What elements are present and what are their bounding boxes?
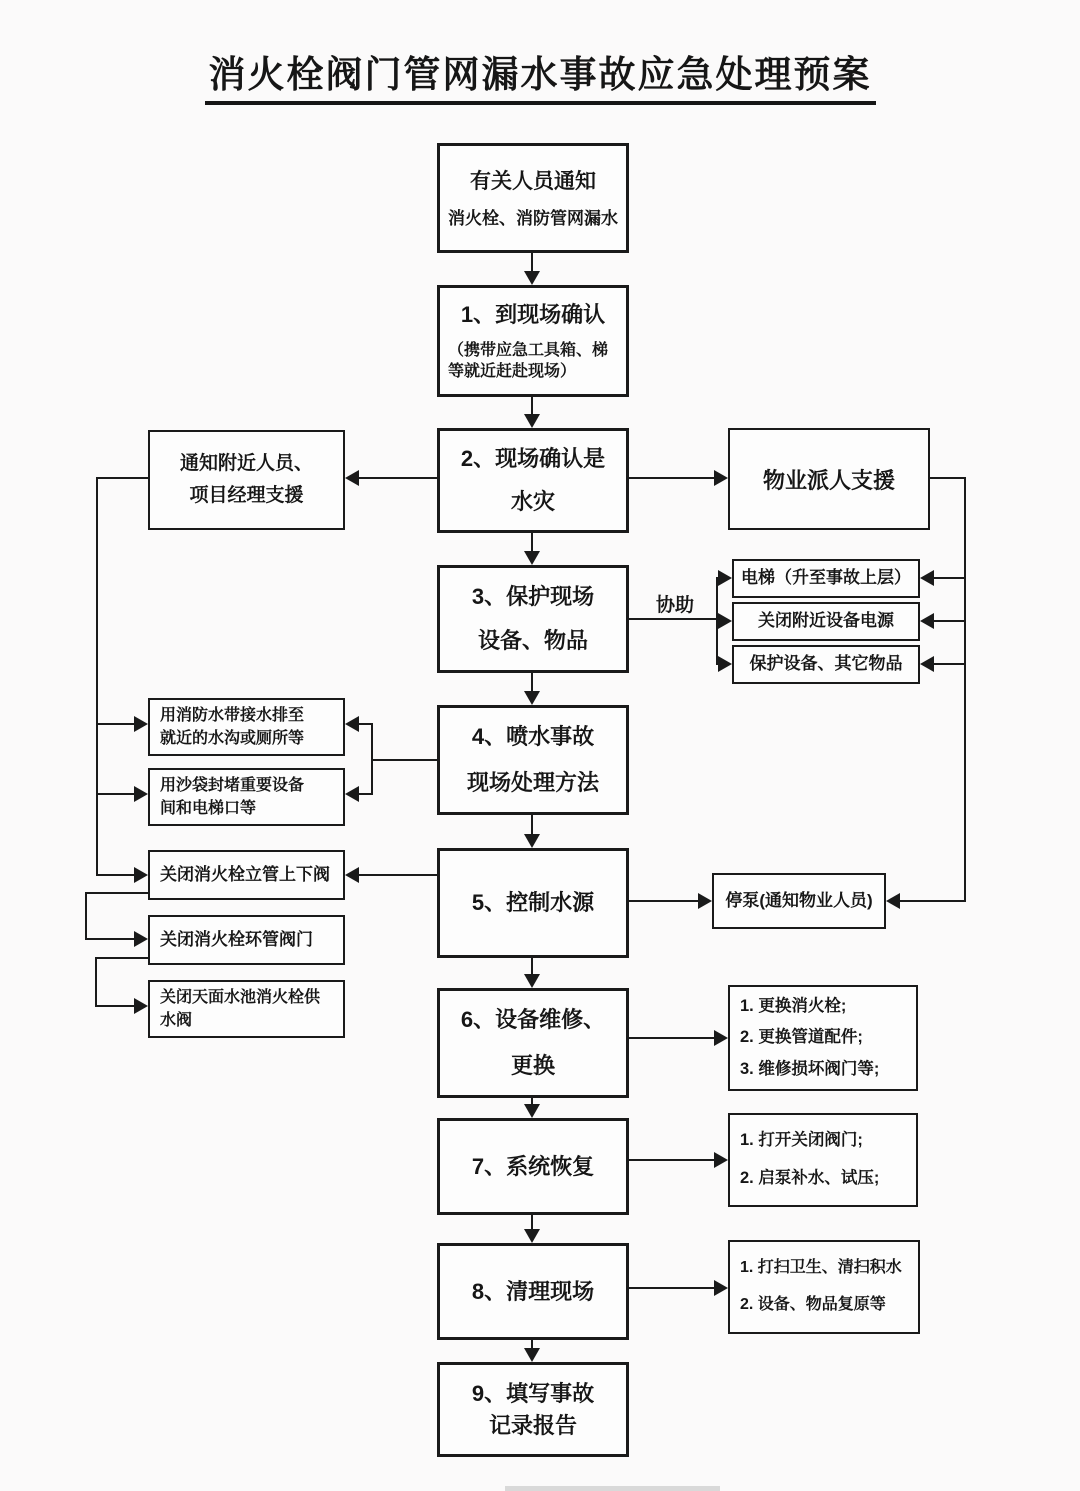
arrow-down-step7 (524, 1104, 540, 1118)
node-start-subtitle: 消火栓、消防管网漏水 (448, 208, 618, 228)
step4-bracket-line (371, 723, 373, 795)
arrow-down-step3 (524, 551, 540, 565)
arrow-right-property (714, 470, 728, 486)
arrow-down-step5 (524, 834, 540, 848)
node-restore-list (728, 1113, 918, 1207)
node-step9-line1: 9、填写事故 (471, 1380, 595, 1406)
arrow-right-stop-pump (698, 893, 712, 909)
arrow-left-power (920, 613, 934, 629)
connector-step4-step5 (531, 815, 533, 836)
connector-step6-repair (629, 1037, 714, 1039)
node-close-nearby-power (732, 602, 920, 641)
bracket-branch-sandbag (359, 793, 372, 795)
cleanup-item-1: 1. 打扫卫生、清扫积水 (740, 1259, 902, 1277)
node-step1-title: 1、到现场确认 (460, 302, 606, 328)
connector-notify-trunk (97, 477, 148, 479)
right-trunk-line (964, 477, 966, 902)
node-property-support (728, 428, 930, 530)
node-step1 (437, 285, 629, 397)
node-step9-line2: 记录报告 (488, 1412, 577, 1438)
arrow-right-riser (134, 867, 148, 883)
node-step4 (437, 705, 629, 815)
node-stop-pump (712, 873, 886, 929)
arrow-down-step2 (524, 414, 540, 428)
node-step8 (437, 1243, 629, 1340)
zigzag2-bottom (95, 1005, 134, 1007)
node-notify-nearby-line2: 项目经理支援 (189, 485, 304, 506)
trunk-branch-hose (97, 723, 134, 725)
node-close-ring-valve (148, 915, 345, 965)
arrow-right-repair (714, 1030, 728, 1046)
connector-property-trunk (930, 477, 966, 479)
arrow-right-power (718, 613, 732, 629)
connector-step5-riser (359, 874, 437, 876)
node-elevator-text: 电梯（升至事故上层） (741, 568, 911, 588)
node-step3-line2: 设备、物品 (477, 628, 588, 654)
zigzag1-bottom (85, 938, 134, 940)
connector-start-step1 (531, 253, 533, 273)
arrow-left-riser (345, 867, 359, 883)
zigzag2-vertical (95, 957, 97, 1007)
arrow-down-step4 (524, 691, 540, 705)
node-close-roof-tank-valve-line2: 水阀 (160, 1012, 193, 1029)
node-close-roof-tank-valve (148, 980, 345, 1038)
arrow-right-ring-valve (134, 931, 148, 947)
arrow-right-restore (714, 1152, 728, 1168)
node-start (437, 143, 629, 253)
node-stop-pump-text: 停泵(通知物业人员) (725, 890, 873, 910)
connector-step7-restore (629, 1159, 714, 1161)
repair-item-2: 2. 更换管道配件; (740, 1028, 863, 1047)
bracket-branch-hose (359, 723, 372, 725)
node-close-roof-tank-valve-line1: 关闭天面水池消火栓供 (160, 988, 321, 1006)
node-notify-nearby (148, 430, 345, 530)
arrow-down-step6 (524, 974, 540, 988)
arrow-left-stop-pump (886, 893, 900, 909)
connector-step5-stop-pump (629, 900, 698, 902)
arrow-right-hose (134, 716, 148, 732)
node-step4-line1: 4、喷水事故 (471, 724, 595, 750)
node-step7-line1: 7、系统恢复 (471, 1153, 595, 1179)
connector-step4-bracket (372, 759, 437, 761)
repair-item-1: 1. 更换消火栓; (740, 996, 847, 1015)
arrow-right-elevator (718, 570, 732, 586)
trunk-branch-protect (934, 663, 966, 665)
trunk-branch-sandbag (97, 793, 134, 795)
bottom-partial-bar (505, 1486, 720, 1491)
restore-item-2: 2. 启泵补水、试压; (740, 1169, 880, 1187)
connector-step3-assist (629, 618, 717, 620)
arrow-down-step9 (524, 1348, 540, 1362)
connector-step2-step3 (531, 533, 533, 553)
arrow-right-sandbag (134, 786, 148, 802)
arrow-right-protect (718, 656, 732, 672)
node-sandbag-seal-line1: 用沙袋封堵重要设备 (160, 776, 305, 794)
arrow-left-protect (920, 656, 934, 672)
arrow-left-elevator (920, 570, 934, 586)
node-step8-line1: 8、清理现场 (471, 1278, 595, 1304)
connector-step8-cleanup (629, 1287, 714, 1289)
arrow-left-hose (345, 716, 359, 732)
cleanup-item-2: 2. 设备、物品复原等 (740, 1296, 886, 1313)
trunk-branch-elevator (934, 577, 966, 579)
node-step6-line2: 更换 (510, 1052, 555, 1078)
arrow-left-notify (345, 470, 359, 486)
node-property-support-text: 物业派人支援 (762, 467, 895, 493)
connector-step2-notify (359, 477, 437, 479)
connector-step2-property (629, 477, 714, 479)
repair-item-3: 3. 维修损坏阀门等; (740, 1059, 880, 1078)
node-start-title: 有关人员通知 (470, 169, 596, 193)
node-sandbag-seal-line2: 间和电梯口等 (160, 800, 257, 817)
node-repair-list (728, 985, 918, 1091)
arrow-down-step1 (524, 271, 540, 285)
node-close-ring-valve-text: 关闭消火栓环管阀门 (160, 929, 313, 949)
left-trunk-line (96, 477, 98, 876)
page-title-text: 消火栓阀门管网漏水事故应急处理预案 (205, 54, 876, 105)
node-sandbag-seal (148, 768, 345, 826)
node-step6-line1: 6、设备维修、 (460, 1007, 606, 1033)
node-step2 (437, 428, 629, 533)
node-step2-line1: 2、现场确认是 (460, 445, 606, 471)
node-step4-line2: 现场处理方法 (466, 769, 599, 795)
node-step3 (437, 565, 629, 673)
trunk-branch-stop-pump (900, 900, 966, 902)
node-hose-drain (148, 698, 345, 756)
node-cleanup-list (728, 1240, 920, 1334)
node-step7 (437, 1118, 629, 1215)
trunk-branch-power (934, 620, 966, 622)
connector-step3-step4 (531, 673, 533, 693)
node-step3-line1: 3、保护现场 (471, 583, 595, 609)
page-title (0, 44, 1080, 98)
arrow-down-step8 (524, 1229, 540, 1243)
node-protect-equipment (732, 645, 920, 684)
zigzag1-top (85, 892, 148, 894)
arrow-right-cleanup (714, 1280, 728, 1296)
node-step5-line1: 5、控制水源 (471, 890, 595, 916)
node-hose-drain-line2: 就近的水沟或厕所等 (160, 730, 305, 747)
node-notify-nearby-line1: 通知附近人员、 (179, 452, 313, 474)
trunk-branch-riser (97, 874, 134, 876)
node-close-riser-valve (148, 850, 345, 900)
node-step5 (437, 848, 629, 958)
arrow-left-sandbag (345, 786, 359, 802)
assist-label: 协助 (655, 595, 694, 616)
node-hose-drain-line1: 用消防水带接水排至 (160, 706, 305, 724)
node-step9 (437, 1362, 629, 1457)
node-close-nearby-power-text: 关闭附近设备电源 (758, 611, 894, 631)
node-step6 (437, 988, 629, 1098)
zigzag1-vertical (85, 892, 87, 940)
node-step2-line2: 水灾 (510, 489, 555, 515)
restore-item-1: 1. 打开关闭阀门; (740, 1131, 863, 1150)
zigzag2-top (95, 957, 148, 959)
node-protect-equipment-text: 保护设备、其它物品 (749, 654, 903, 674)
node-step1-subtitle: （携带应急工具箱、梯等就近赶赴现场） (448, 342, 609, 380)
node-close-riser-valve-text: 关闭消火栓立管上下阀 (160, 864, 330, 884)
arrow-right-roof-tank (134, 998, 148, 1014)
node-elevator (732, 559, 920, 598)
